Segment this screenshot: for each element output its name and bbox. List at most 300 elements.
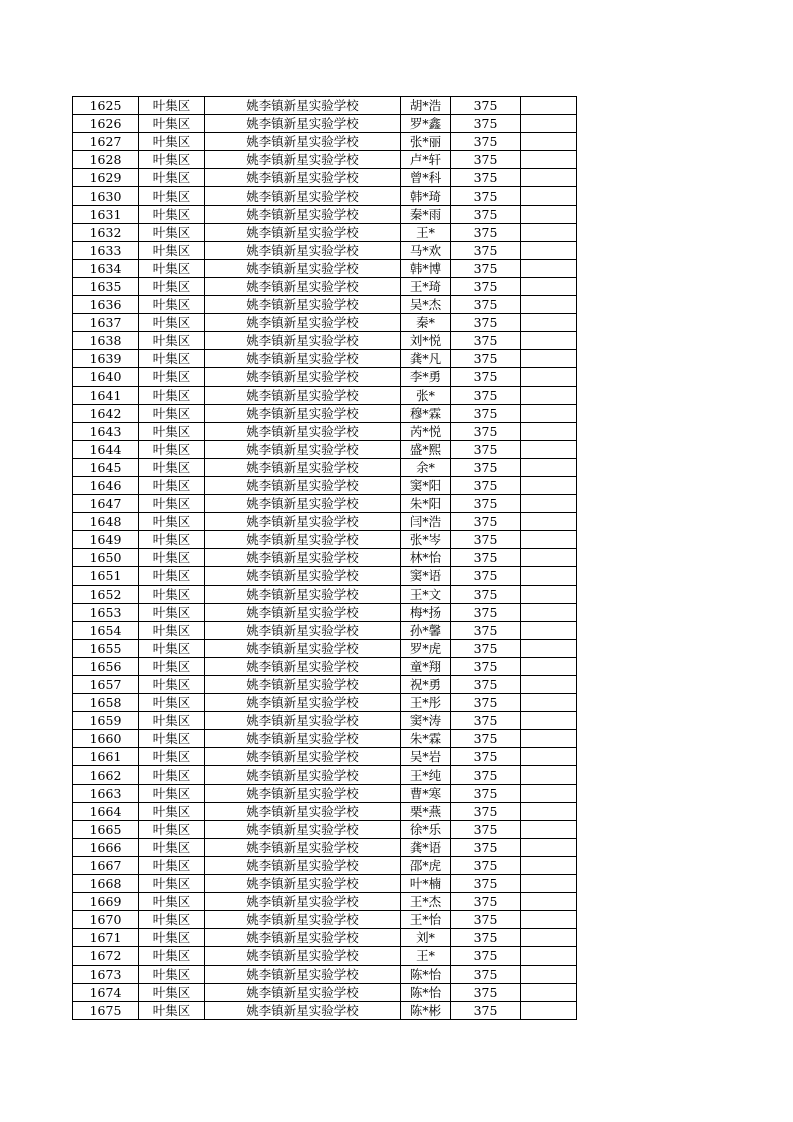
student-name-cell: 龚*语 [401, 838, 451, 856]
row-number-cell: 1632 [73, 223, 139, 241]
student-name-cell: 盛*熙 [401, 440, 451, 458]
student-name-cell: 孙*馨 [401, 621, 451, 639]
remark-cell [521, 133, 577, 151]
table-row [73, 223, 577, 241]
row-number-cell: 1658 [73, 694, 139, 712]
table-row [73, 748, 577, 766]
row-number-cell: 1675 [73, 1001, 139, 1019]
district-cell: 叶集区 [139, 368, 205, 386]
row-number-cell: 1674 [73, 983, 139, 1001]
row-number-cell: 1650 [73, 549, 139, 567]
student-name-cell: 童*翔 [401, 657, 451, 675]
district-cell: 叶集区 [139, 549, 205, 567]
district-cell: 叶集区 [139, 476, 205, 494]
table-row [73, 621, 577, 639]
district-cell: 叶集区 [139, 115, 205, 133]
table-row [73, 676, 577, 694]
school-cell: 姚李镇新星实验学校 [205, 694, 401, 712]
score-cell: 375 [451, 657, 521, 675]
score-cell: 375 [451, 929, 521, 947]
school-cell: 姚李镇新星实验学校 [205, 856, 401, 874]
row-number-cell: 1630 [73, 187, 139, 205]
school-cell: 姚李镇新星实验学校 [205, 947, 401, 965]
row-number-cell: 1652 [73, 585, 139, 603]
row-number-cell: 1635 [73, 277, 139, 295]
school-cell: 姚李镇新星实验学校 [205, 730, 401, 748]
school-cell: 姚李镇新星实验学校 [205, 929, 401, 947]
score-cell: 375 [451, 513, 521, 531]
table-row [73, 187, 577, 205]
remark-cell [521, 621, 577, 639]
school-cell: 姚李镇新星实验学校 [205, 1001, 401, 1019]
district-cell: 叶集区 [139, 296, 205, 314]
remark-cell [521, 404, 577, 422]
row-number-cell: 1665 [73, 820, 139, 838]
district-cell: 叶集区 [139, 223, 205, 241]
remark-cell [521, 314, 577, 332]
score-cell: 375 [451, 368, 521, 386]
table-row [73, 820, 577, 838]
remark-cell [521, 657, 577, 675]
remark-cell [521, 639, 577, 657]
score-cell: 375 [451, 386, 521, 404]
district-cell: 叶集区 [139, 929, 205, 947]
score-cell: 375 [451, 169, 521, 187]
district-cell: 叶集区 [139, 639, 205, 657]
score-cell: 375 [451, 676, 521, 694]
school-cell: 姚李镇新星实验学校 [205, 893, 401, 911]
student-name-cell: 陈*彬 [401, 1001, 451, 1019]
district-cell: 叶集区 [139, 766, 205, 784]
table-row [73, 947, 577, 965]
remark-cell [521, 422, 577, 440]
remark-cell [521, 893, 577, 911]
score-cell: 375 [451, 296, 521, 314]
student-name-cell: 穆*霖 [401, 404, 451, 422]
district-cell: 叶集区 [139, 802, 205, 820]
school-cell: 姚李镇新星实验学校 [205, 332, 401, 350]
score-cell: 375 [451, 422, 521, 440]
remark-cell [521, 947, 577, 965]
student-name-cell: 陈*怡 [401, 983, 451, 1001]
row-number-cell: 1641 [73, 386, 139, 404]
remark-cell [521, 820, 577, 838]
remark-cell [521, 911, 577, 929]
score-cell: 375 [451, 856, 521, 874]
table-row [73, 241, 577, 259]
table-row [73, 603, 577, 621]
score-cell: 375 [451, 241, 521, 259]
table-row [73, 657, 577, 675]
remark-cell [521, 151, 577, 169]
student-name-cell: 张*岑 [401, 531, 451, 549]
school-cell: 姚李镇新星实验学校 [205, 820, 401, 838]
table-row [73, 422, 577, 440]
row-number-cell: 1668 [73, 875, 139, 893]
school-cell: 姚李镇新星实验学校 [205, 748, 401, 766]
score-cell: 375 [451, 567, 521, 585]
student-name-cell: 罗*虎 [401, 639, 451, 657]
school-cell: 姚李镇新星实验学校 [205, 97, 401, 115]
score-cell: 375 [451, 712, 521, 730]
district-cell: 叶集区 [139, 133, 205, 151]
remark-cell [521, 350, 577, 368]
district-cell: 叶集区 [139, 983, 205, 1001]
student-name-cell: 闫*浩 [401, 513, 451, 531]
score-cell: 375 [451, 730, 521, 748]
district-cell: 叶集区 [139, 585, 205, 603]
row-number-cell: 1660 [73, 730, 139, 748]
table-row [73, 1001, 577, 1019]
row-number-cell: 1636 [73, 296, 139, 314]
school-cell: 姚李镇新星实验学校 [205, 784, 401, 802]
student-name-cell: 曹*寒 [401, 784, 451, 802]
row-number-cell: 1655 [73, 639, 139, 657]
remark-cell [521, 97, 577, 115]
row-number-cell: 1670 [73, 911, 139, 929]
score-cell: 375 [451, 983, 521, 1001]
school-cell: 姚李镇新星实验学校 [205, 368, 401, 386]
student-name-cell: 李*勇 [401, 368, 451, 386]
remark-cell [521, 875, 577, 893]
district-cell: 叶集区 [139, 350, 205, 368]
table-row [73, 386, 577, 404]
score-cell: 375 [451, 820, 521, 838]
score-cell: 375 [451, 531, 521, 549]
district-cell: 叶集区 [139, 187, 205, 205]
row-number-cell: 1647 [73, 495, 139, 513]
student-name-cell: 秦* [401, 314, 451, 332]
remark-cell [521, 1001, 577, 1019]
school-cell: 姚李镇新星实验学校 [205, 513, 401, 531]
student-name-cell: 吴*杰 [401, 296, 451, 314]
student-name-cell: 朱*阳 [401, 495, 451, 513]
table-row [73, 513, 577, 531]
student-name-cell: 梅*扬 [401, 603, 451, 621]
district-cell: 叶集区 [139, 205, 205, 223]
remark-cell [521, 802, 577, 820]
remark-cell [521, 766, 577, 784]
remark-cell [521, 549, 577, 567]
remark-cell [521, 440, 577, 458]
district-cell: 叶集区 [139, 241, 205, 259]
score-cell: 375 [451, 766, 521, 784]
school-cell: 姚李镇新星实验学校 [205, 676, 401, 694]
student-name-cell: 曾*科 [401, 169, 451, 187]
table-row [73, 495, 577, 513]
school-cell: 姚李镇新星实验学校 [205, 476, 401, 494]
remark-cell [521, 495, 577, 513]
row-number-cell: 1626 [73, 115, 139, 133]
table-row [73, 531, 577, 549]
score-cell: 375 [451, 585, 521, 603]
school-cell: 姚李镇新星实验学校 [205, 115, 401, 133]
student-name-cell: 余* [401, 458, 451, 476]
row-number-cell: 1638 [73, 332, 139, 350]
score-cell: 375 [451, 205, 521, 223]
remark-cell [521, 386, 577, 404]
table-row [73, 314, 577, 332]
school-cell: 姚李镇新星实验学校 [205, 875, 401, 893]
student-name-cell: 芮*悦 [401, 422, 451, 440]
student-name-cell: 王*纯 [401, 766, 451, 784]
row-number-cell: 1631 [73, 205, 139, 223]
row-number-cell: 1653 [73, 603, 139, 621]
school-cell: 姚李镇新星实验学校 [205, 639, 401, 657]
remark-cell [521, 730, 577, 748]
district-cell: 叶集区 [139, 332, 205, 350]
district-cell: 叶集区 [139, 97, 205, 115]
row-number-cell: 1627 [73, 133, 139, 151]
student-name-cell: 罗*鑫 [401, 115, 451, 133]
table-row [73, 277, 577, 295]
remark-cell [521, 856, 577, 874]
row-number-cell: 1639 [73, 350, 139, 368]
table-row [73, 911, 577, 929]
table-row [73, 567, 577, 585]
student-name-cell: 张*丽 [401, 133, 451, 151]
table-row [73, 440, 577, 458]
score-cell: 375 [451, 115, 521, 133]
school-cell: 姚李镇新星实验学校 [205, 621, 401, 639]
student-name-cell: 秦*雨 [401, 205, 451, 223]
student-name-cell: 胡*浩 [401, 97, 451, 115]
score-cell: 375 [451, 277, 521, 295]
remark-cell [521, 585, 577, 603]
table-row [73, 875, 577, 893]
remark-cell [521, 694, 577, 712]
school-cell: 姚李镇新星实验学校 [205, 223, 401, 241]
remark-cell [521, 115, 577, 133]
table-row [73, 712, 577, 730]
score-cell: 375 [451, 748, 521, 766]
school-cell: 姚李镇新星实验学校 [205, 965, 401, 983]
remark-cell [521, 965, 577, 983]
row-number-cell: 1651 [73, 567, 139, 585]
score-cell: 375 [451, 802, 521, 820]
row-number-cell: 1637 [73, 314, 139, 332]
student-name-cell: 王* [401, 223, 451, 241]
score-cell: 375 [451, 603, 521, 621]
student-name-cell: 张* [401, 386, 451, 404]
district-cell: 叶集区 [139, 531, 205, 549]
score-cell: 375 [451, 332, 521, 350]
student-name-cell: 祝*勇 [401, 676, 451, 694]
score-cell: 375 [451, 404, 521, 422]
score-cell: 375 [451, 947, 521, 965]
score-cell: 375 [451, 694, 521, 712]
row-number-cell: 1649 [73, 531, 139, 549]
student-name-cell: 林*怡 [401, 549, 451, 567]
remark-cell [521, 513, 577, 531]
remark-cell [521, 368, 577, 386]
table-row [73, 404, 577, 422]
row-number-cell: 1625 [73, 97, 139, 115]
district-cell: 叶集区 [139, 440, 205, 458]
student-name-cell: 王*文 [401, 585, 451, 603]
school-cell: 姚李镇新星实验学校 [205, 422, 401, 440]
row-number-cell: 1662 [73, 766, 139, 784]
row-number-cell: 1669 [73, 893, 139, 911]
score-cell: 375 [451, 1001, 521, 1019]
score-cell: 375 [451, 458, 521, 476]
table-row [73, 983, 577, 1001]
results-table [72, 96, 577, 1020]
school-cell: 姚李镇新星实验学校 [205, 296, 401, 314]
row-number-cell: 1667 [73, 856, 139, 874]
row-number-cell: 1673 [73, 965, 139, 983]
row-number-cell: 1634 [73, 259, 139, 277]
school-cell: 姚李镇新星实验学校 [205, 151, 401, 169]
table-row [73, 929, 577, 947]
student-name-cell: 吴*岩 [401, 748, 451, 766]
student-name-cell: 卢*轩 [401, 151, 451, 169]
district-cell: 叶集区 [139, 567, 205, 585]
remark-cell [521, 567, 577, 585]
district-cell: 叶集区 [139, 422, 205, 440]
student-name-cell: 陈*怡 [401, 965, 451, 983]
school-cell: 姚李镇新星实验学校 [205, 169, 401, 187]
score-cell: 375 [451, 784, 521, 802]
score-cell: 375 [451, 911, 521, 929]
score-cell: 375 [451, 549, 521, 567]
row-number-cell: 1654 [73, 621, 139, 639]
student-name-cell: 朱*霖 [401, 730, 451, 748]
school-cell: 姚李镇新星实验学校 [205, 766, 401, 784]
district-cell: 叶集区 [139, 748, 205, 766]
school-cell: 姚李镇新星实验学校 [205, 277, 401, 295]
row-number-cell: 1644 [73, 440, 139, 458]
row-number-cell: 1671 [73, 929, 139, 947]
school-cell: 姚李镇新星实验学校 [205, 838, 401, 856]
table-row [73, 151, 577, 169]
school-cell: 姚李镇新星实验学校 [205, 133, 401, 151]
district-cell: 叶集区 [139, 169, 205, 187]
district-cell: 叶集区 [139, 911, 205, 929]
row-number-cell: 1664 [73, 802, 139, 820]
student-name-cell: 窦*语 [401, 567, 451, 585]
school-cell: 姚李镇新星实验学校 [205, 531, 401, 549]
remark-cell [521, 784, 577, 802]
row-number-cell: 1656 [73, 657, 139, 675]
district-cell: 叶集区 [139, 712, 205, 730]
table-row [73, 838, 577, 856]
student-name-cell: 刘*悦 [401, 332, 451, 350]
table-row [73, 350, 577, 368]
school-cell: 姚李镇新星实验学校 [205, 983, 401, 1001]
student-name-cell: 王*彤 [401, 694, 451, 712]
remark-cell [521, 259, 577, 277]
row-number-cell: 1666 [73, 838, 139, 856]
district-cell: 叶集区 [139, 676, 205, 694]
student-name-cell: 王* [401, 947, 451, 965]
results-table-body [73, 97, 577, 1020]
table-row [73, 133, 577, 151]
student-name-cell: 韩*博 [401, 259, 451, 277]
school-cell: 姚李镇新星实验学校 [205, 603, 401, 621]
school-cell: 姚李镇新星实验学校 [205, 187, 401, 205]
remark-cell [521, 187, 577, 205]
school-cell: 姚李镇新星实验学校 [205, 458, 401, 476]
score-cell: 375 [451, 476, 521, 494]
row-number-cell: 1629 [73, 169, 139, 187]
remark-cell [521, 169, 577, 187]
district-cell: 叶集区 [139, 820, 205, 838]
remark-cell [521, 676, 577, 694]
district-cell: 叶集区 [139, 694, 205, 712]
school-cell: 姚李镇新星实验学校 [205, 657, 401, 675]
district-cell: 叶集区 [139, 838, 205, 856]
row-number-cell: 1628 [73, 151, 139, 169]
remark-cell [521, 983, 577, 1001]
district-cell: 叶集区 [139, 730, 205, 748]
table-row [73, 893, 577, 911]
district-cell: 叶集区 [139, 1001, 205, 1019]
school-cell: 姚李镇新星实验学校 [205, 259, 401, 277]
district-cell: 叶集区 [139, 657, 205, 675]
row-number-cell: 1642 [73, 404, 139, 422]
row-number-cell: 1643 [73, 422, 139, 440]
student-name-cell: 栗*燕 [401, 802, 451, 820]
row-number-cell: 1659 [73, 712, 139, 730]
table-row [73, 205, 577, 223]
score-cell: 375 [451, 187, 521, 205]
district-cell: 叶集区 [139, 386, 205, 404]
table-row [73, 730, 577, 748]
student-name-cell: 王*怡 [401, 911, 451, 929]
table-row [73, 639, 577, 657]
row-number-cell: 1661 [73, 748, 139, 766]
row-number-cell: 1633 [73, 241, 139, 259]
row-number-cell: 1646 [73, 476, 139, 494]
remark-cell [521, 476, 577, 494]
score-cell: 375 [451, 965, 521, 983]
district-cell: 叶集区 [139, 784, 205, 802]
school-cell: 姚李镇新星实验学校 [205, 585, 401, 603]
table-row [73, 169, 577, 187]
table-row [73, 296, 577, 314]
table-row [73, 802, 577, 820]
student-name-cell: 王*琦 [401, 277, 451, 295]
table-row [73, 549, 577, 567]
table-row [73, 965, 577, 983]
student-name-cell: 窦*涛 [401, 712, 451, 730]
remark-cell [521, 838, 577, 856]
row-number-cell: 1648 [73, 513, 139, 531]
table-row [73, 458, 577, 476]
score-cell: 375 [451, 97, 521, 115]
remark-cell [521, 531, 577, 549]
district-cell: 叶集区 [139, 404, 205, 422]
score-cell: 375 [451, 440, 521, 458]
score-cell: 375 [451, 259, 521, 277]
school-cell: 姚李镇新星实验学校 [205, 495, 401, 513]
school-cell: 姚李镇新星实验学校 [205, 549, 401, 567]
table-row [73, 694, 577, 712]
table-row [73, 97, 577, 115]
student-name-cell: 韩*琦 [401, 187, 451, 205]
school-cell: 姚李镇新星实验学校 [205, 404, 401, 422]
district-cell: 叶集区 [139, 151, 205, 169]
school-cell: 姚李镇新星实验学校 [205, 567, 401, 585]
district-cell: 叶集区 [139, 314, 205, 332]
table-row [73, 368, 577, 386]
table-row [73, 115, 577, 133]
student-name-cell: 窦*阳 [401, 476, 451, 494]
district-cell: 叶集区 [139, 603, 205, 621]
district-cell: 叶集区 [139, 458, 205, 476]
table-row [73, 476, 577, 494]
